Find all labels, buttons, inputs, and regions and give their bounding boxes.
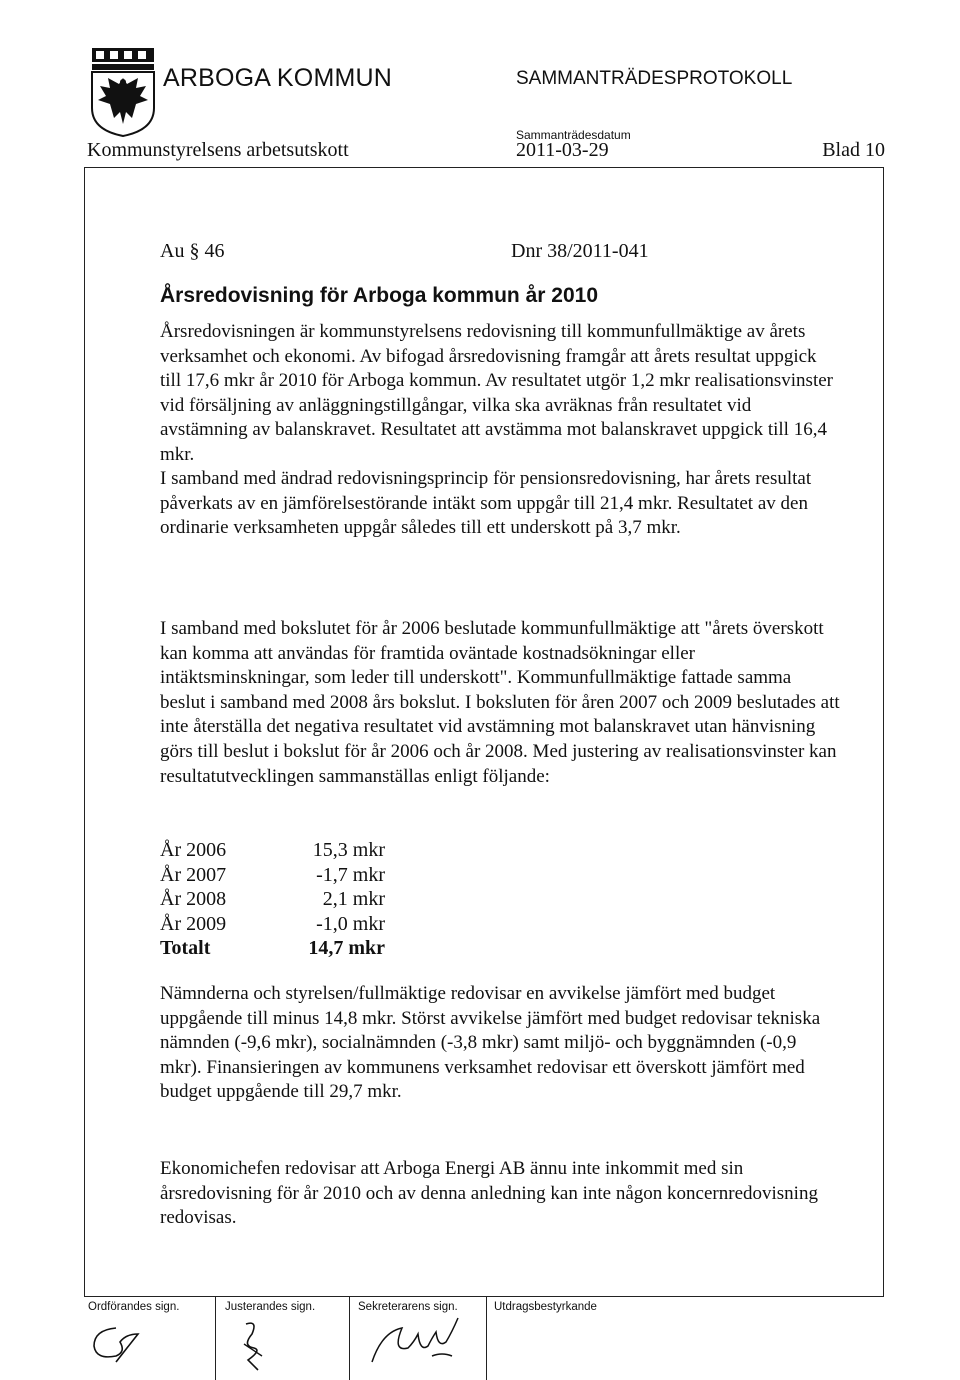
table-row [160,838,385,863]
year-value: -1,7 mkr [316,863,385,886]
year-value: 15,3 mkr [312,839,385,861]
year-label: År 2007 [160,863,227,886]
body-paragraph-4: Ekonomichefen redovisar att Arboga Energi AB ännu inte inkommit med sin årsredovisning för år 2010 och av denna anledning kan inte någon koncernredovisning redovisas. [160,1158,818,1228]
total-label: Totalt [160,937,211,959]
meeting-date-label: Sammanträdesdatum [516,128,631,142]
chair-signature [86,1318,176,1368]
pension-text: I samband med ändrad redovisningsprincip för pensionsredovisning, har årets resultat påverkats av en jämförelsestörande intäkt som uppgår till 21,4 mkr. Resultatet av den ordinarie verksamheten uppgår således till ett underskott på 3,7 mkr. [160,468,812,538]
table-row [160,863,385,888]
total-row [160,936,385,961]
table-row [160,887,385,912]
meeting-date: 2011-03-29 [516,139,609,161]
organization-name: ARBOGA KOMMUN [163,64,393,92]
adjuster-signature-label: Justerandes sign. [225,1301,316,1313]
diary-number: Dnr 38/2011-041 [511,240,649,262]
signature-divider [215,1296,216,1380]
adjuster-signature [228,1316,278,1372]
year-value: 2,1 mkr [322,888,385,910]
secretary-signature [362,1312,472,1374]
body-paragraph-1 [160,320,840,541]
year-label: År 2009 [160,912,227,935]
year-label: År 2006 [160,839,227,861]
signature-divider [349,1296,350,1380]
paragraph-number: Au § 46 [160,240,225,262]
results-table [160,838,385,961]
chair-signature-label: Ordförandes sign. [88,1301,180,1313]
year-label: År 2008 [160,888,227,910]
secretary-signature-label: Sekreterarens sign. [358,1301,458,1313]
page-number: Blad 10 [822,139,885,161]
total-value: 14,7 mkr [308,937,385,959]
document-type: SAMMANTRÄDESPROTOKOLL [516,68,793,89]
signature-row-border [84,1296,884,1297]
committee-name: Kommunstyrelsens arbetsutskott [87,139,349,161]
body-paragraph-3: Nämnderna och styrelsen/fullmäktige redovisar en avvikelse jämfört med budget uppgående till minus 14,8 mkr. Störst avvikelse jämfört med budget redovisar tekniska nämnden (-9,6 mkr), socialnämnden (-3,8 mkr) samt miljö- och byggnämnden (-0,9 mkr). Finansieringen av kommunens verksamhet redovisar ett överskott jämfört med budget uppgående till 29,7 mkr. [160,983,821,1102]
table-row [160,912,385,937]
year-value: -1,0 mkr [316,912,385,935]
body-paragraph-2: I samband med bokslutet för år 2006 beslutade kommunfullmäktige att "årets överskott kan komma att användas för framtida oväntade kostnadsökningar eller intäktsminskningar, som leder till underskott". Kommunfullmäktige fattade samma beslut i samband med 2008 års bokslut. I boksluten för åren 2007 och 2009 beslutades att inte återställa det negativa resultatet vid avstämning mot balanskravet utan hänvisning görs till beslut i bokslut för år 2006 och år 2008. Med justering av realisationsvinster kan resultatutvecklingen sammanställas enligt följande: [160,618,840,787]
signature-divider [486,1296,487,1380]
annual-report-text: Årsredovisningen är kommunstyrelsens redovisning till kommunfullmäktige av årets verksamhet och ekonomi. Av bifogad årsredovisning framgår att årets resultat uppgick till 17,6 mkr år 2010 för Arboga kommun. Av resultatet utgör 1,2 mkr realisationsvinster vid försäljning av anläggningstillgångar, vilka ska avräknas från resultatet vid avstämning av balanskravet. Resultatet att avstämma mot balanskravet uppgick till 16,4 mkr. [160,321,833,465]
coat-of-arms-logo [86,46,160,138]
section-title: Årsredovisning för Arboga kommun år 2010 [160,284,598,307]
certified-copy-label: Utdragsbestyrkande [494,1301,597,1313]
